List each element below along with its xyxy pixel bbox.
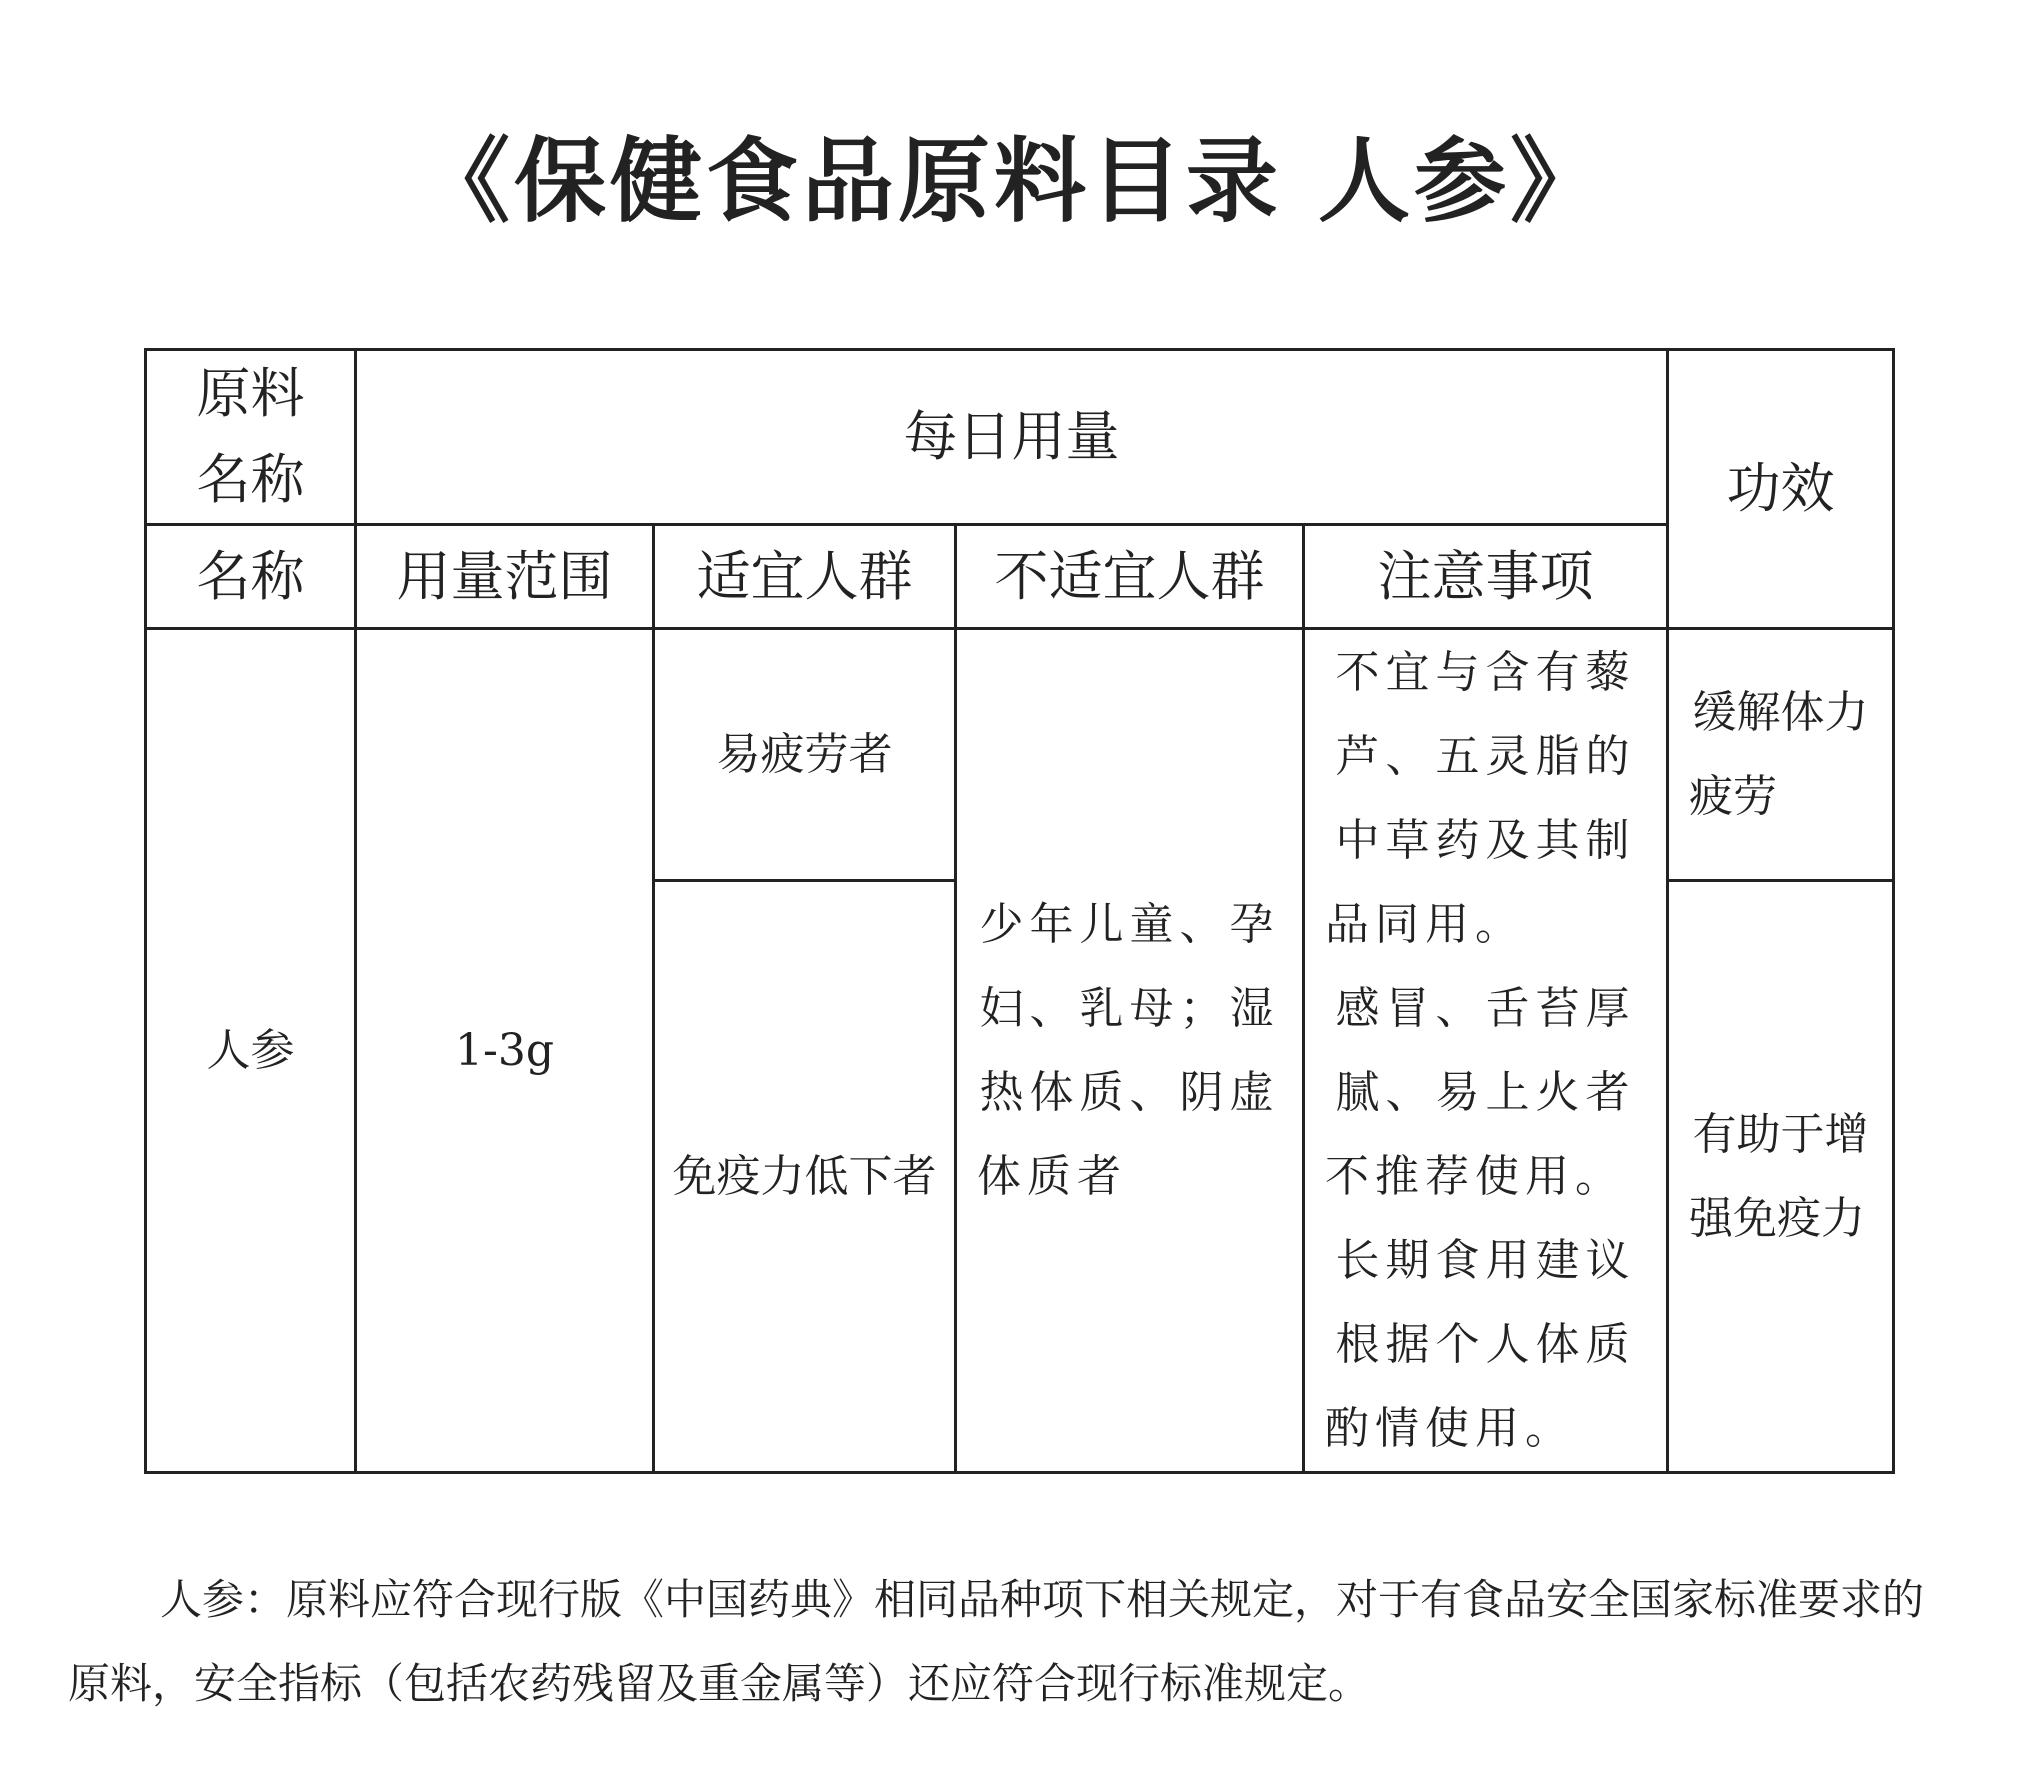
header-material-name [146,350,356,525]
cell-name: 人参 [146,629,356,1473]
cell-unsuitable: 少年儿童、孕妇、乳母；湿热体质、阴虚体质者 [956,629,1304,1473]
footnote: 人参：原料应符合现行版《中国药典》相同品种项下相关规定，对于有食品安全国家标准要求的原料，安全指标（包括农药残留及重金属等）还应符合现行标准规定。 [68,1575,1925,1708]
cell-suitable-2: 免疫力低下者 [654,881,956,1473]
precaution-1: 不宜与含有藜芦、五灵脂的中草药及其制品同用。 [1325,646,1636,950]
header-material-name-line2: 名称 [196,448,305,511]
header-unsuitable-people: 不适宜人群 [956,525,1304,629]
header-name: 名称 [146,525,356,629]
cell-suitable-1: 易疲劳者 [654,629,956,881]
document-title: 《保健食品原料目录 人参》 [417,127,1607,235]
cell-dosage-range: 1-3g [356,629,654,1473]
cell-efficacy-2: 有助于增强免疫力 [1668,881,1894,1473]
header-precautions: 注意事项 [1304,525,1668,629]
header-material-name-line1: 原料 [196,362,305,425]
precaution-3: 长期食用建议根据个人体质酌情使用。 [1325,1234,1636,1454]
header-suitable-people: 适宜人群 [654,525,956,629]
raw-material-table [144,348,1895,1474]
precaution-2: 感冒、舌苔厚腻、易上火者不推荐使用。 [1325,982,1636,1202]
header-daily-dosage: 每日用量 [356,350,1668,525]
cell-efficacy-1: 缓解体力疲劳 [1668,629,1894,881]
cell-precautions [1304,629,1668,1473]
header-efficacy: 功效 [1668,350,1894,629]
header-dosage-range: 用量范围 [356,525,654,629]
